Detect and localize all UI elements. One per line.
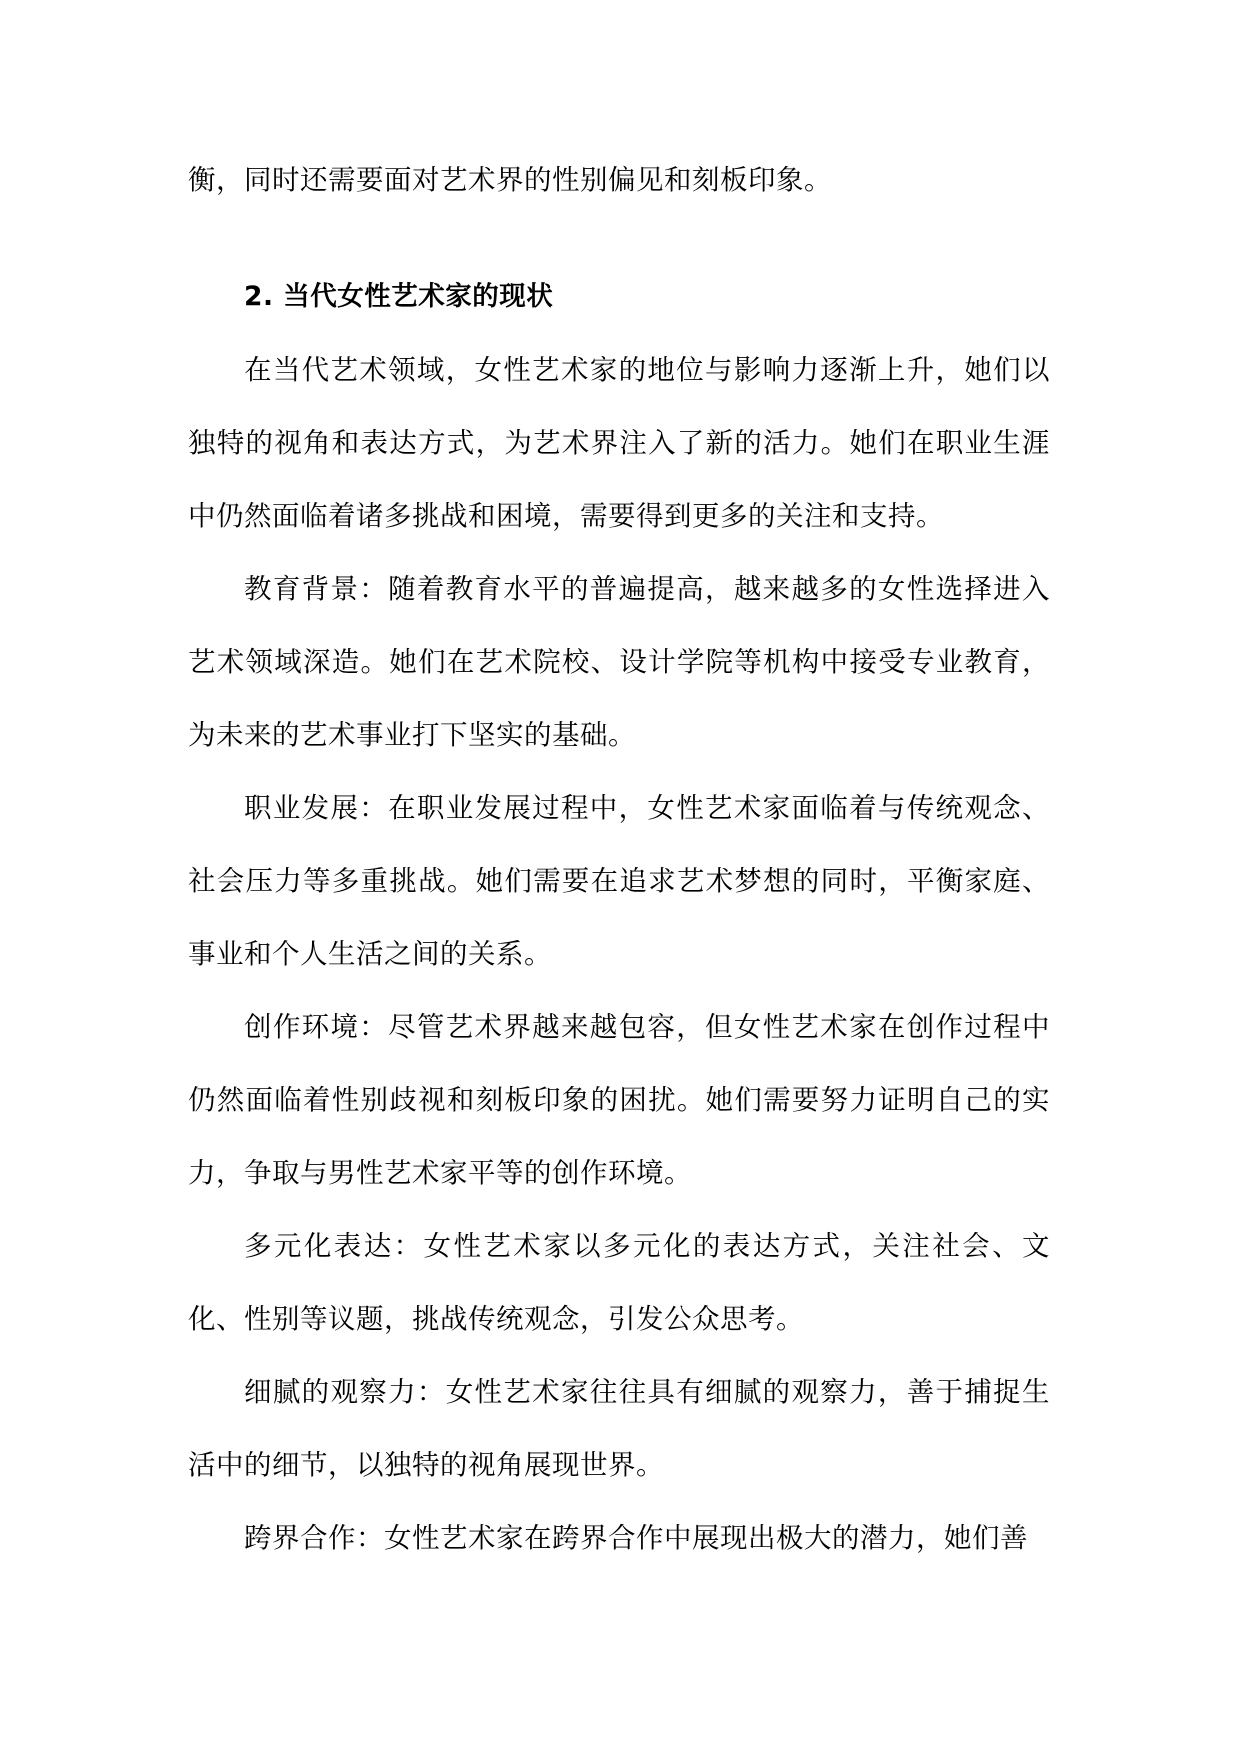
paragraph-creative-environment: 创作环境：尽管艺术界越来越包容，但女性艺术家在创作过程中仍然面临着性别歧视和刻板印象的困扰。她们需要努力证明自己的实力，争取与男性艺术家平等的创作环境。: [188, 1011, 1050, 1189]
spacer: [188, 217, 1050, 260]
paragraph-observation: 细腻的观察力：女性艺术家往往具有细腻的观察力，善于捕捉生活中的细节，以独特的视角展现世界。: [188, 1376, 1050, 1481]
paragraph-diverse-expression: 多元化表达：女性艺术家以多元化的表达方式，关注社会、文化、性别等议题，挑战传统观念，引发公众思考。: [188, 1230, 1050, 1335]
paragraph-education: 教育背景：随着教育水平的普遍提高，越来越多的女性选择进入艺术领域深造。她们在艺术院校、设计学院等机构中接受专业教育，为未来的艺术事业打下坚实的基础。: [188, 573, 1050, 751]
section-heading: 2. 当代女性艺术家的现状: [244, 281, 554, 312]
document-body: [188, 144, 1050, 1575]
paragraph-crossover: 跨界合作：女性艺术家在跨界合作中展现出极大的潜力，她们善: [244, 1522, 1028, 1554]
paragraph-career: 职业发展：在职业发展过程中，女性艺术家面临着与传统观念、社会压力等多重挑战。她们需要在追求艺术梦想的同时，平衡家庭、事业和个人生活之间的关系。: [188, 792, 1050, 970]
continued-paragraph: 衡，同时还需要面对艺术界的性别偏见和刻板印象。: [188, 164, 832, 196]
paragraph-intro: 在当代艺术领域，女性艺术家的地位与影响力逐渐上升，她们以独特的视角和表达方式，为艺术界注入了新的活力。她们在职业生涯中仍然面临着诸多挑战和困境，需要得到更多的关注和支持。: [188, 354, 1050, 532]
